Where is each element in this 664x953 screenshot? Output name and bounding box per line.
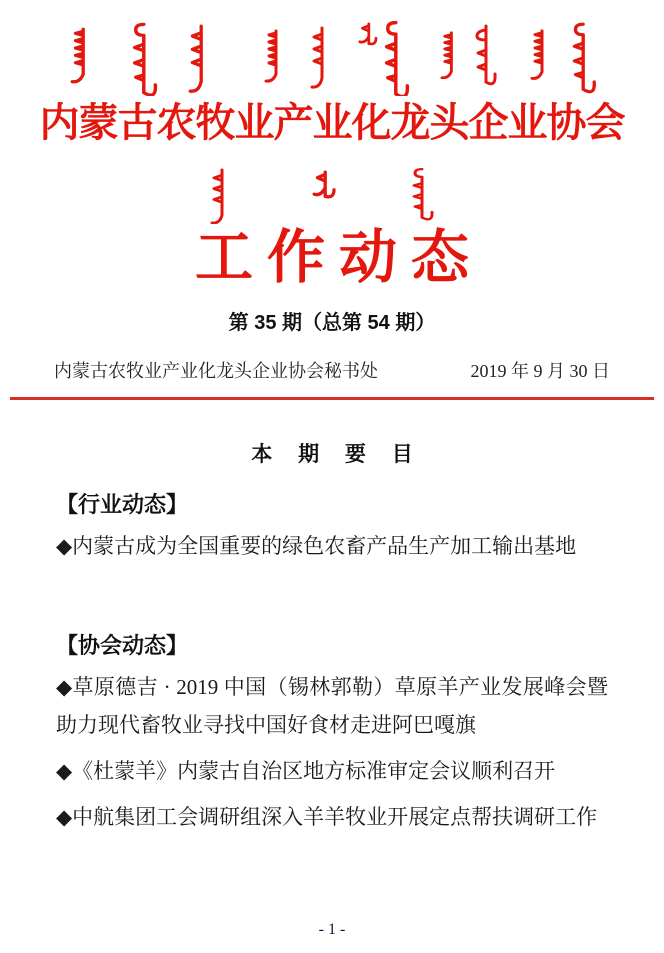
bulletin-title: 工作动态 xyxy=(194,225,483,290)
publisher-name: 内蒙古农牧业产业化龙头企业协会秘书处 xyxy=(54,361,378,381)
toc-item: ◆内蒙古成为全国重要的绿色农畜产品生产加工输出基地 xyxy=(56,534,577,558)
section-title-industry: 【行业动态】 xyxy=(56,492,189,517)
table-of-contents xyxy=(56,438,608,836)
issue-number: 第 35 期（总第 54 期） xyxy=(228,312,436,334)
toc-item: ◆中航集团工会调研组深入羊羊牧业开展定点帮扶调研工作 xyxy=(56,805,598,829)
section-title-association: 【协会动态】 xyxy=(56,633,189,658)
mongolian-script-banner-middle xyxy=(182,166,482,224)
toc-item: ◆草原德吉 · 2019 中国（锡林郭勒）草原羊产业发展峰会暨助力现代畜牧业寻找中国好食材走进阿巴嘎旗 xyxy=(56,675,608,737)
toc-heading: 本 期 要 目 xyxy=(251,443,423,466)
mongolian-script-banner-top xyxy=(52,12,612,96)
publication-date: 2019 年 9 月 30 日 xyxy=(470,361,610,381)
toc-item: ◆《杜蒙羊》内蒙古自治区地方标准审定会议顺利召开 xyxy=(56,759,556,783)
meta-row xyxy=(54,357,610,383)
red-divider-rule xyxy=(10,397,654,400)
association-name-title: 内蒙古农牧业产业化龙头企业协会 xyxy=(39,100,625,145)
page-number: - 1 - xyxy=(318,921,346,938)
